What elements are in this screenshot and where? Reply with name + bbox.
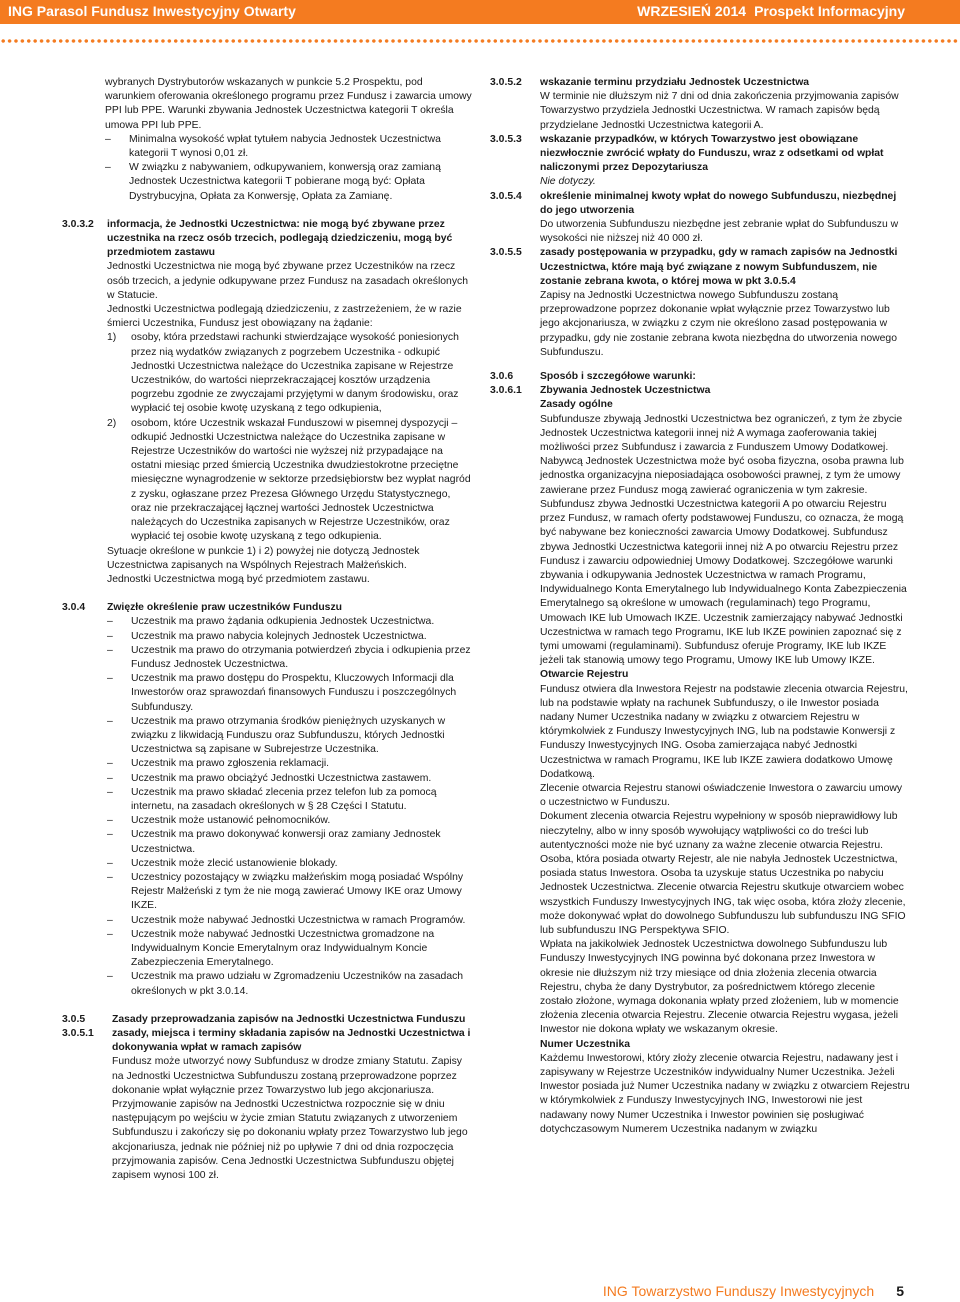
intro-paragraph: wybranych Dystrybutorów wskazanych w punkcie 5.2 Prospektu, pod warunkiem oferowania określonego programu przez Fundusz i zawarcia umowy PPI lub PPE. Warunki zbywania Jednostek Uczestnictwa kategorii T określa umowa PPI lub PPE.: [105, 77, 472, 131]
section-title: wskazanie przypadków, w których Towarzystwo jest obowiązane niezwłocznie zwrócić wpłaty do Funduszu, wraz z odsetkami od wpłat naliczonymi przez Depozytariusza: [540, 133, 884, 174]
section-3-0-5-1: [62, 1027, 472, 1183]
list-item: – Uczestnik może zlecić ustanowienie blokady.: [107, 857, 472, 871]
paragraph: Nie dotyczy.: [540, 176, 596, 188]
dash-bullet: –: [107, 815, 113, 827]
dash-bullet: –: [107, 772, 113, 784]
section-number: 3.0.5.1: [62, 1028, 94, 1039]
section-number: 3.0.5: [62, 1013, 86, 1025]
section-title: wskazanie terminu przydziału Jednostek Uczestnictwa: [540, 77, 810, 88]
dash-bullet: –: [107, 871, 113, 883]
dash-bullet: –: [107, 673, 113, 685]
section-number: 3.0.5.4: [490, 190, 522, 202]
page-footer: [603, 1283, 904, 1299]
section-number: 3.0.5.2: [490, 77, 522, 88]
dash-bullet: –: [107, 630, 113, 642]
list-item: – Uczestnik ma prawo dostępu do Prospektu, Kluczowych Informacji dla Inwestorów oraz sprawozdań finansowych Funduszu i poszczególnych Subfunduszy.: [107, 673, 457, 713]
paragraph: Każdemu Inwestorowi, który złoży zlecenie otwarcia Rejestru, nadawany jest i zapisywany w Rejestrze Uczestników indywidualny Numer Uczestnika. Jeżeli Inwestor posiada już Numer Uczestnika nadany w związku z otwarciem Rejestru w którymkolwiek z Funduszy Inwestycyjnych ING, Inwestorowi nie jest nadawany nowy Numer Uczestnika i Inwestor powinien się posługiwać dotychczasowym Numerem Uczestnika nadanym w związku: [540, 1052, 910, 1135]
list-item: – Uczestnik ma prawo obciążyć Jednostki Uczestnictwa zastawem.: [107, 772, 472, 786]
list-item: – Uczestnik ma prawo otrzymania środków pieniężnych uzyskanych w związku z likwidacją Funduszu oraz Subfunduszu, których Jednostki Uczestnictwa są zapisane w Subrejestrze Uczestnika.: [107, 715, 446, 756]
list-item: 1) osoby, która przedstawi rachunki stwierdzające wysokość poniesionych przez nią wydatków związanych z pogrzebem Uczestnika - odkupić Jednostki Uczestnictwa należące do Uczestnika zapisane w Rejestrze Uczestników, do wartości nieprzekraczającej kosztów urządzenia pogrzebu zgodnie ze zwyczajami przyjętymi w danym środowisku, oraz wypłacić tej osobie kwotę uzyskaną z tego odkupienia,: [107, 332, 459, 415]
section-3-0-5-3: [490, 133, 910, 190]
section-title: zasady, miejsca i terminy składania zapisów na Jednostki Uczestnictwa i dokonywania wpłat w ramach zapisów: [112, 1028, 471, 1054]
list-item: – Uczestnicy pozostający w związku małżeńskim mogą posiadać Wspólny Rejestr Małżeński z tym że nie mogą zawierać Umowy IKE oraz Umowy IKZE.: [107, 871, 464, 912]
paragraph: Jednostki Uczestnictwa mogą być przedmiotem zastawu.: [107, 573, 370, 585]
paragraph: Wpłata na jakikolwiek Jednostek Uczestnictwa dowolnego Subfunduszu lub Funduszy Inwestycyjnych ING powinna być dokonana przez Inwestora w okresie nie dłuższym niż trzy miesiące od dnia złożenia zlecenia otwarcia Rejestru, chyba że dany Dystrybutor, za pośrednictwem którego zlecenie zostało złożone, wymaga dokonania wpłaty przed złożeniem, lub w momencie złożenia zlecenia otwarcia Rejestru. Zlecenie otwarcia Rejestru wygasa, jeżeli Inwestor nie dokona wpłaty we wskazanym okresie.: [540, 939, 899, 1036]
rights-list: [107, 615, 472, 998]
header-right: [637, 3, 905, 19]
dash-bullet: –: [107, 971, 113, 983]
section-3-0-5-2: [490, 76, 910, 133]
intro-block: [62, 76, 472, 204]
paragraph: Jednostki Uczestnictwa nie mogą być zbywane przez Uczestników na rzecz osób trzecich, a jedynie odkupywane przez Fundusz na zasadach określonych w Statucie.: [107, 261, 468, 301]
dash-bullet: –: [107, 758, 113, 770]
dash-bullet: –: [107, 715, 113, 727]
list-item: – Uczestnik ma prawo dokonywać konwersji oraz zamiany Jednostek Uczestnictwa.: [107, 829, 441, 855]
dash-bullet: –: [107, 786, 113, 798]
paragraph: Dokument zlecenia otwarcia Rejestru wypełniony w sposób nieprawidłowy lub nieczytelny, albo w inny sposób wywołujący wątpliwości co do treści lub autentyczności może nie być uznany za ważne zlecenie otwarcia Rejestru.: [540, 811, 898, 851]
list-item: – Uczestnik ma prawo składać zlecenia przez telefon lub za pomocą internetu, na zasadach określonych w § 28 Części I Statutu.: [107, 786, 437, 812]
page-number: 5: [896, 1283, 904, 1299]
fund-title: ING Parasol Fundusz Inwestycyjny Otwarty: [8, 3, 296, 19]
section-number: 3.0.3.2: [62, 218, 94, 230]
list-item: – Uczestnik może nabywać Jednostki Uczestnictwa gromadzone na Indywidualnym Koncie Emerytalnym oraz Indywidualnym Koncie Zabezpieczenia Emerytalnego.: [107, 928, 435, 969]
list-item: – Uczestnik ma prawo nabycia kolejnych Jednostek Uczestnictwa.: [107, 630, 472, 644]
subheading: Numer Uczestnika: [540, 1038, 631, 1050]
paragraph: Sytuacje określone w punkcie 1) i 2) powyżej nie dotyczą Jednostek Uczestnictwa zapisanych na Wspólnych Rejestrach Małżeńskich.: [107, 545, 420, 571]
section-title: Sposób i szczegółowe warunki:: [540, 371, 696, 383]
dash-bullet: –: [105, 133, 111, 145]
right-column: [490, 76, 910, 1137]
section-title: Zwięzłe określenie praw uczestników Funduszu: [107, 602, 342, 614]
section-number: 3.0.5.3: [490, 133, 522, 145]
header-doc-type: Prospekt Informacyjny: [754, 3, 905, 19]
section-title: zasady postępowania w przypadku, gdy w ramach zapisów na Jednostki Uczestnictwa, które mają być związane z nowym Subfunduszem, nie zostanie zebrana kwota, o której mowa w pkt 3.0.5.4: [540, 247, 898, 287]
dotted-divider: [0, 38, 960, 44]
section-number: 3.0.6: [490, 371, 514, 383]
section-3-0-5: [62, 1013, 472, 1027]
section-3-0-6: [490, 370, 910, 384]
list-item: – Uczestnik ma prawo żądania odkupienia Jednostek Uczestnictwa.: [107, 615, 472, 629]
list-item: – Uczestnik ma prawo zgłoszenia reklamacji.: [107, 757, 472, 771]
page-header-bar: [0, 0, 960, 24]
subheading: Zasady ogólne: [540, 399, 613, 411]
section-3-0-5-5: [490, 246, 910, 360]
paragraph: Fundusz otwiera dla Inwestora Rejestr na podstawie zlecenia otwarcia Rejestru, lub na podstawie wpłaty na rachunek Subfunduszy, o ile Inwestor posiada nadany Numer Uczestnika nadany w związku z otwarciem Rejestru w którymkolwiek z Funduszy Inwestycyjnych ING, lub na podstawie Konwersji z Funduszy Inwestycyjnych ING. Osoba zamierzająca nabyć Jednostki Uczestnictwa w ramach Programu, IKE lub IKZE zawiera dodatkowo Umowę Dodatkową.: [540, 683, 908, 780]
dash-bullet: –: [107, 829, 113, 841]
paragraph: W terminie nie dłuższym niż 7 dni od dnia zakończenia przyjmowania zapisów Towarzystwo przydziela Jednostki Uczestnictwa. W ramach zapisów będą przydzielane Jednostki Uczestnictwa kategorii A.: [540, 91, 899, 131]
dash-bullet: –: [107, 857, 113, 869]
section-number: 3.0.6.1: [490, 385, 522, 397]
paragraph: Subfundusz zbywa Jednostki Uczestnictwa kategorii A po otwarciu Rejestru przez Fundusz, w ramach oferty podstawowej Funduszu, co oznacza, że mogą być nabywane bez konieczności zawarcia Umowy Dodatkowej. Subfundusz zbywa Jednostki Uczestnictwa kategorii innej niż A po otwarciu Rejestru przez Fundusz i zawarciu odpowiedniej Umowy Dodatkowej. Szczegółowe warunki zbywania i odkupywania Jednostek Uczestnictwa w ramach Programu, Indywidualnego Konta Emerytalnego lub Indywidualnego Konta Zabezpieczenia Emerytalnego są określone w umowach (regulaminach) tego Programu, Umowach IKE lub Umowach IKZE. Uczestnik zamierzający nabywać Jednostki Uczestnictwa w ramach tego Programu, IKE lub IKZE powinien zapoznać się z tymi umowami (regulaminami). Subfundusz oferuje Programy, IKE lub IKZE jeżeli tak stanowią umowy tego Programu, Umowy IKE lub Umowy IKZE.: [540, 498, 907, 667]
subheading: Otwarcie Rejestru: [540, 669, 629, 681]
dash-bullet: –: [107, 644, 113, 656]
list-item: – Uczestnik ma prawo udziału w Zgromadzeniu Uczestników na zasadach określonych w pkt 3.0.14.: [107, 971, 464, 997]
dash-bullet: –: [105, 162, 111, 174]
list-item: – Uczestnik ma prawo do otrzymania potwierdzeń zbycia i odkupienia przez Fundusz Jednostek Uczestnictwa.: [107, 644, 471, 670]
section-number: 3.0.5.5: [490, 247, 522, 259]
paragraph: Osoba, która posiada otwarty Rejestr, ale nie nabyła Jednostek Uczestnictwa, posiada status Inwestora. Osoba ta uzyskuje status Uczestnika po nabyciu Jednostek Uczestnictwa. Zlecenie otwarcia Rejestru skutkuje otwarciem wobec wszystkich Funduszy Inwestycyjnych ING, tak więc osoba, która złoży zlecenie, może dokonywać wpłat do dowolnego Subfunduszu lub subfunduszu ING SFIO lub subfunduszu ING Perspektywa SFIO.: [540, 853, 906, 936]
paragraph: Jednostki Uczestnictwa podlegają dziedziczeniu, z zastrzeżeniem, że w razie śmierci Uczestnika, Fundusz jest obowiązany na żądanie:: [107, 304, 462, 330]
dash-bullet: –: [107, 928, 113, 940]
dash-bullet: –: [107, 914, 113, 926]
paragraph: Fundusz może utworzyć nowy Subfundusz w drodze zmiany Statutu. Zapisy na Jednostki Uczestnictwa Subfunduszu zostaną przeprowadzone poprzez dokonanie wpłat wyłącznie przez Towarzystwo lub jego akcjonariusza. Przyjmowanie zapisów na Jednostki Uczestnictwa rozpocznie się w dniu następującym po wejściu w życie zmian Statutu związanych z utworzeniem Subfunduszu i zakończy się po dokonaniu wpłaty przez Towarzystwo lub jego akcjonariusza, jednak nie później niż po upływie 7 dni od dnia rozpoczęcia przyjmowania zapisów. Cena Jednostki Uczestnictwa Subfunduszu objętej zapisem wynosi 100 zł.: [112, 1056, 468, 1182]
paragraph: Zlecenie otwarcia Rejestru stanowi oświadczenie Inwestora o zawarciu umowy o uczestnictwo w Funduszu.: [540, 782, 903, 809]
section-3-0-4: [62, 601, 472, 999]
section-3-0-6-1: [490, 384, 910, 1137]
header-date: WRZESIEŃ 2014: [637, 3, 747, 19]
section-title: informacja, że Jednostki Uczestnictwa: nie mogą być zbywane przez uczestnika na rzecz osób trzecich, podlegają dziedziczeniu, mogą być przedmiotem zastawu: [107, 218, 453, 259]
left-column: [62, 76, 472, 1183]
list-item: – Uczestnik może ustanowić pełnomocników.: [107, 814, 472, 828]
list-item: – W związku z nabywaniem, odkupywaniem, konwersją oraz zamianą Jednostek Uczestnictwa kategorii T pobierane mogą być: Opłata Dystrybucyjna, Opłata za Konwersję, Opłata za Zamianę.: [105, 162, 441, 202]
paragraph: Subfundusze zbywają Jednostki Uczestnictwa bez ograniczeń, z tym że zbycie Jednostek Uczestnictwa kategorii innej niż A wymaga zaoferowania takiej możliwości przez Subfundusz i zawarcia z Funduszem Umowy Dodatkowej. Nabywcą Jednostek Uczestnictwa może być osoba fizyczna, osoba prawna lub jednostka organizacyjna nieposiadająca osobowości prawnej, z tym że umowy zawierane przez Fundusz mogą zawierać ograniczenia w tym zakresie.: [540, 413, 904, 496]
list-item: 2) osobom, które Uczestnik wskazał Funduszowi w pisemnej dyspozycji – odkupić Jednostki Uczestnictwa należące do Uczestnika zapisane w Rejestrze Uczestników do wartości nie wyższej niż przypadające na ostatni miesiąc przed śmiercią Uczestnika dwudziestokrotne przeciętne miesięczne wynagrodzenie w sektorze przedsiębiorstw bez wypłat nagród z zysku, ogłaszane przez Prezesa Głównego Urzędu Statystycznego, oraz nie przekraczającej łącznej wartości Jednostek Uczestnictwa należących do Uczestnika zapisanych w Rejestrze Uczestników, oraz wypłacić tej osobie kwotę uzyskaną z tego odkupienia.: [107, 417, 471, 543]
section-title: Zbywania Jednostek Uczestnictwa: [540, 385, 711, 397]
list-item: – Uczestnik może nabywać Jednostki Uczestnictwa w ramach Programów.: [107, 914, 472, 928]
section-number: 3.0.4: [62, 602, 86, 614]
section-3-0-5-4: [490, 190, 910, 247]
section-title: określenie minimalnej kwoty wpłat do nowego Subfunduszu, niezbędnej do jego utworzenia: [540, 190, 897, 216]
paragraph: Zapisy na Jednostki Uczestnictwa nowego Subfunduszu zostaną przeprowadzone poprzez dokonanie wpłat wyłącznie przez Towarzystwo lub jego akcjonariusza, w związku z czym nie określono zasad postępowania w przypadku, gdy nie zostanie zebrana kwota niezbędna do utworzenia nowego Subfunduszu.: [540, 290, 897, 358]
footer-company: ING Towarzystwo Funduszy Inwestycyjnych: [602, 1283, 875, 1299]
paragraph: Do utworzenia Subfunduszu niezbędne jest zebranie wpłat do Subfunduszu w wysokości nie niższej niż 40 000 zł.: [540, 219, 899, 245]
section-title: Zasady przeprowadzania zapisów na Jednostki Uczestnictwa Funduszu: [112, 1013, 466, 1025]
list-item: – Minimalna wysokość wpłat tytułem nabycia Jednostek Uczestnictwa kategorii T wynosi 0,01 zł.: [105, 133, 441, 160]
section-3-0-3-2: [62, 218, 472, 587]
dash-bullet: –: [107, 616, 113, 628]
